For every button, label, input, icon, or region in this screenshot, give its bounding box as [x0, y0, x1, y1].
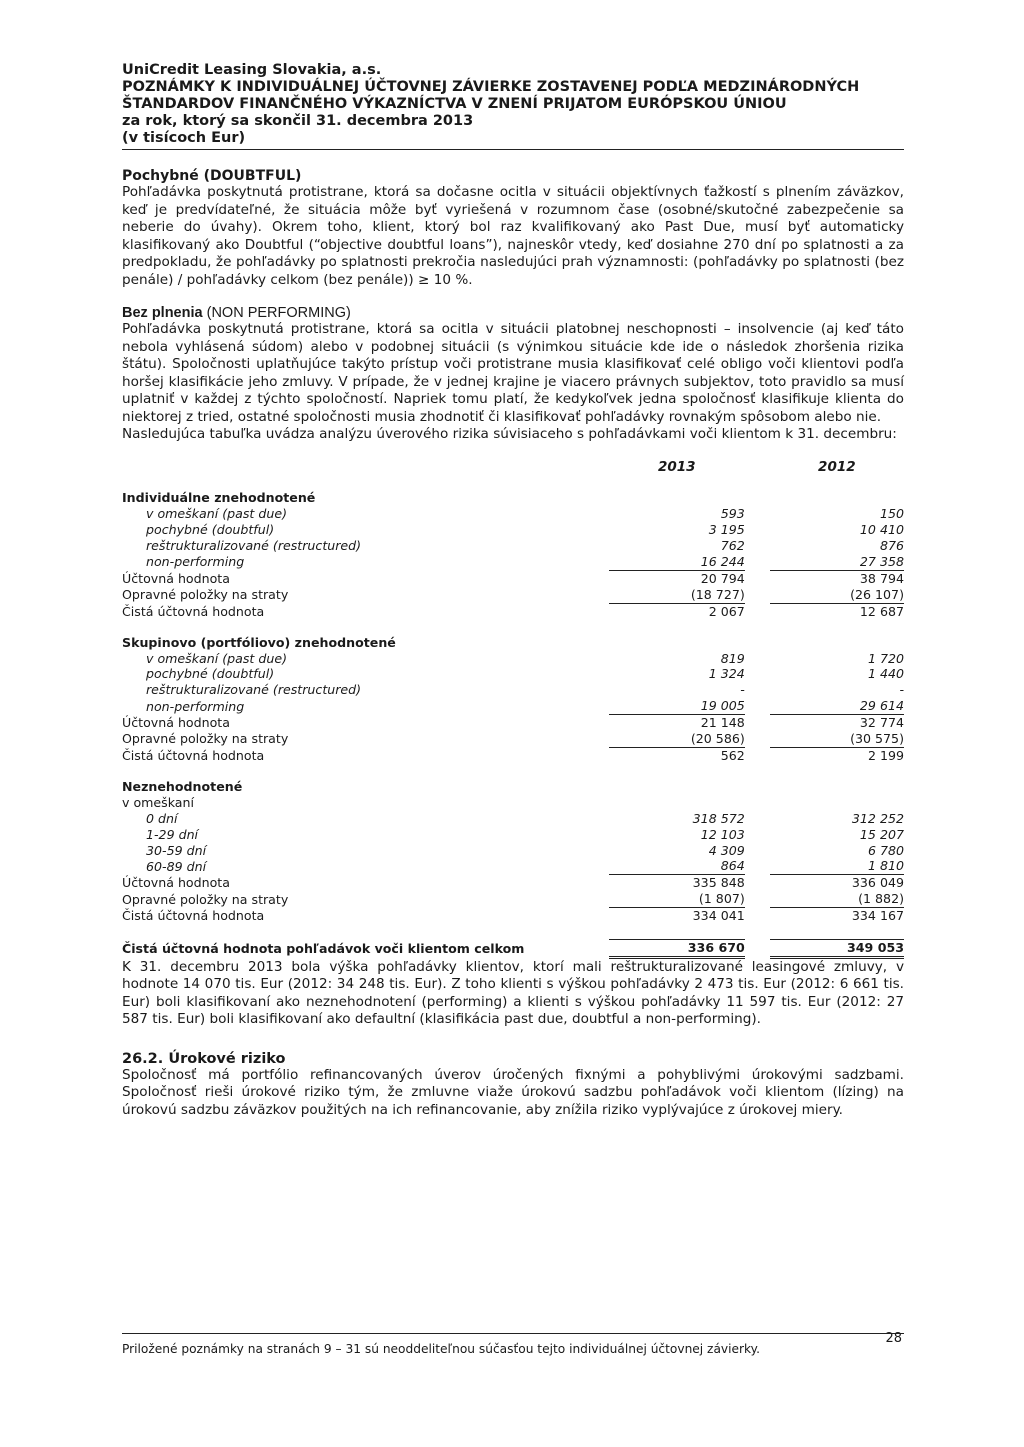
report-period: za rok, ktorý sa skončil 31. decembra 2013 — [122, 113, 474, 129]
report-title-line-1: POZNÁMKY K INDIVIDUÁLNEJ ÚČTOVNEJ ZÁVIERKE ZOSTAVENEJ PODĽA MEDZINÁRODNÝCH — [122, 79, 860, 95]
report-units: (v tisícoch Eur) — [122, 130, 904, 150]
table-row: v omeškaní (past due) 593 150 — [146, 506, 904, 522]
nonperforming-paragraph: Pohľadávka poskytnutá protistrane, ktorá sa ocitla v situácii platobnej neschopnosti – insolvencie (aj keď táto nebola vyhlásená súdom) alebo v podobnej situácii (s výnimkou situácie kde ide o následok zhoršenia rizika štátu). Spoločnosti uplatňujúce takýto prístup voči protistrane musia klasifikovať celé obligo voči klientovi podľa horšej klasifikácie jeho zmluvy. V prípade, že v jednej krajine je viacero právnych subjektov, toto pravidlo sa musí uplatniť v každej z týchto spoločností. Napriek tomu platí, že kedykoľvek jedna spoločnosť klasifikuje klienta do niektorej z tried, ostatné spoločnosti musia zhodnotiť či klasifikovať pohľadávky rovnakým spôsobom alebo nie. — [122, 321, 904, 425]
table-header-row — [122, 460, 904, 476]
table-row: non-performing 19 005 29 614 — [146, 698, 904, 714]
table-row: 30-59 dní 4 309 6 780 — [146, 842, 904, 858]
column-2013: 2013 — [658, 458, 696, 475]
table-row: 1-29 dní 12 103 15 207 — [146, 826, 904, 842]
doubtful-paragraph: Pohľadávka poskytnutá protistrane, ktorá sa dočasne ocitla v situácii objektívnych ťažkostí s plnením záväzkov, keď je predvídateľné, že situácia môže byť vyriešená v rozumnom čase (osobné/skutočné zabezpečenie sa neberie do úvahy). Okrem toho, klient, ktorý bol raz kvalifikovaný ako Past Due, musí byť automaticky klasifikovaný ako Doubtful (“objective doubtful loans”), najneskôr vtedy, keď dosiahne 270 dní po splatnosti a za predpokladu, že pohľadávky po splatnosti prekročia nasledujúci prah významnosti: (pohľadávky po splatnosti (bez penále) / pohľadávky celkom (bez penále)) ≥ 10 %. — [122, 184, 904, 288]
table-intro: Nasledujúca tabuľka uvádza analýzu úverového rizika súvisiaceho s pohľadávkami voči klientom k 31. decembru: — [122, 426, 897, 442]
report-title-line-2: ŠTANDARDOV FINANČNÉHO VÝKAZNÍCTVA V ZNENÍ PRIJATOM EURÓPSKOU ÚNIOU — [122, 96, 787, 112]
column-2012: 2012 — [818, 458, 856, 475]
table-row: Čistá účtovná hodnota 334 041 334 167 — [122, 907, 904, 924]
table-row: 60-89 dní 864 1 810 — [146, 858, 904, 874]
footer-note: Priložené poznámky na stranách 9 – 31 sú neoddeliteľnou súčasťou tejto individuálnej účtovnej závierky. — [122, 1342, 760, 1356]
table-row: Opravné položky na straty (18 727) (26 107) — [122, 586, 904, 603]
group-title-row — [122, 635, 904, 651]
document-page — [122, 62, 904, 1119]
table-row: Opravné položky na straty (1 807) (1 882) — [122, 891, 904, 907]
table-row: Čistá účtovná hodnota 2 067 12 687 — [122, 603, 904, 619]
total-row: Čistá účtovná hodnota pohľadávok voči klientom celkom 336 670 349 053 — [122, 940, 904, 956]
table-row: non-performing 16 244 27 358 — [146, 554, 904, 570]
company-name: UniCredit Leasing Slovakia, a.s. — [122, 62, 382, 78]
table-row: Účtovná hodnota 335 848 336 049 — [122, 875, 904, 891]
restructured-paragraph: K 31. decembru 2013 bola výška pohľadávky klientov, ktorí mali reštrukturalizované leasingové zmluvy, v hodnote 14 070 tis. Eur (2012: 34 248 tis. Eur). Z toho klienti s výškou pohľadávky 2 473 tis. Eur (2012: 6 661 tis. Eur) boli klasifikovaní ako neznehodnotení (performing) a klienti s výškou pohľadávky 11 597 tis. Eur (2012: 27 587 tis. Eur) boli klasifikovaní ako defaultní (klasifikácia past due, doubtful a non-performing). — [122, 958, 904, 1028]
page-number: 28 — [885, 1331, 902, 1346]
group-title: Neznehodnotené — [122, 778, 243, 794]
table-row: Účtovná hodnota 21 148 32 774 — [122, 714, 904, 731]
doubtful-heading: Pochybné (DOUBTFUL) — [122, 168, 302, 184]
nonperforming-heading — [122, 305, 904, 321]
table-row: 0 dní 318 572 312 252 — [146, 810, 904, 826]
group-title: Individuálne znehodnotené — [122, 490, 316, 506]
interest-risk-paragraph: Spoločnosť má portfólio refinancovaných úverov úročených fixnými a pohyblivými úrokovými sadzbami. Spoločnosť rieši úrokové riziko tým, že zmluvne viaže úrokovú sadzbu pohľadávok voči klientom (lízing) na úrokovú sadzbu záväzkov použitých na ich refinancovanie, aby znížila riziko vyplývajúce z úrokovej miery. — [122, 1066, 904, 1118]
table-row: pochybné (doubtful) 1 324 1 440 — [146, 666, 904, 682]
group-title-row — [122, 779, 904, 795]
table-row: pochybné (doubtful) 3 195 10 410 — [146, 522, 904, 538]
table-row: Opravné položky na straty (20 586) (30 575) — [122, 731, 904, 747]
table-row: Čistá účtovná hodnota 562 2 199 — [122, 747, 904, 763]
group-title-row — [122, 490, 904, 506]
interest-risk-heading: 26.2. Úrokové riziko — [122, 1050, 286, 1067]
table-row: Účtovná hodnota 20 794 38 794 — [122, 570, 904, 586]
credit-risk-table — [122, 460, 904, 959]
page-footer — [122, 1333, 904, 1356]
nonperforming-heading-rest: (NON PERFORMING) — [206, 305, 351, 321]
group-title: Skupinovo (portfóliovo) znehodnotené — [122, 634, 396, 650]
table-row: v omeškaní (past due) 819 1 720 — [146, 650, 904, 666]
nonperforming-heading-bold: Bez plnenia — [122, 305, 203, 321]
table-row: reštrukturalizované (restructured) - - — [146, 682, 904, 698]
table-row: reštrukturalizované (restructured) 762 876 — [146, 538, 904, 554]
group-subtitle-row: v omeškaní — [122, 794, 195, 810]
